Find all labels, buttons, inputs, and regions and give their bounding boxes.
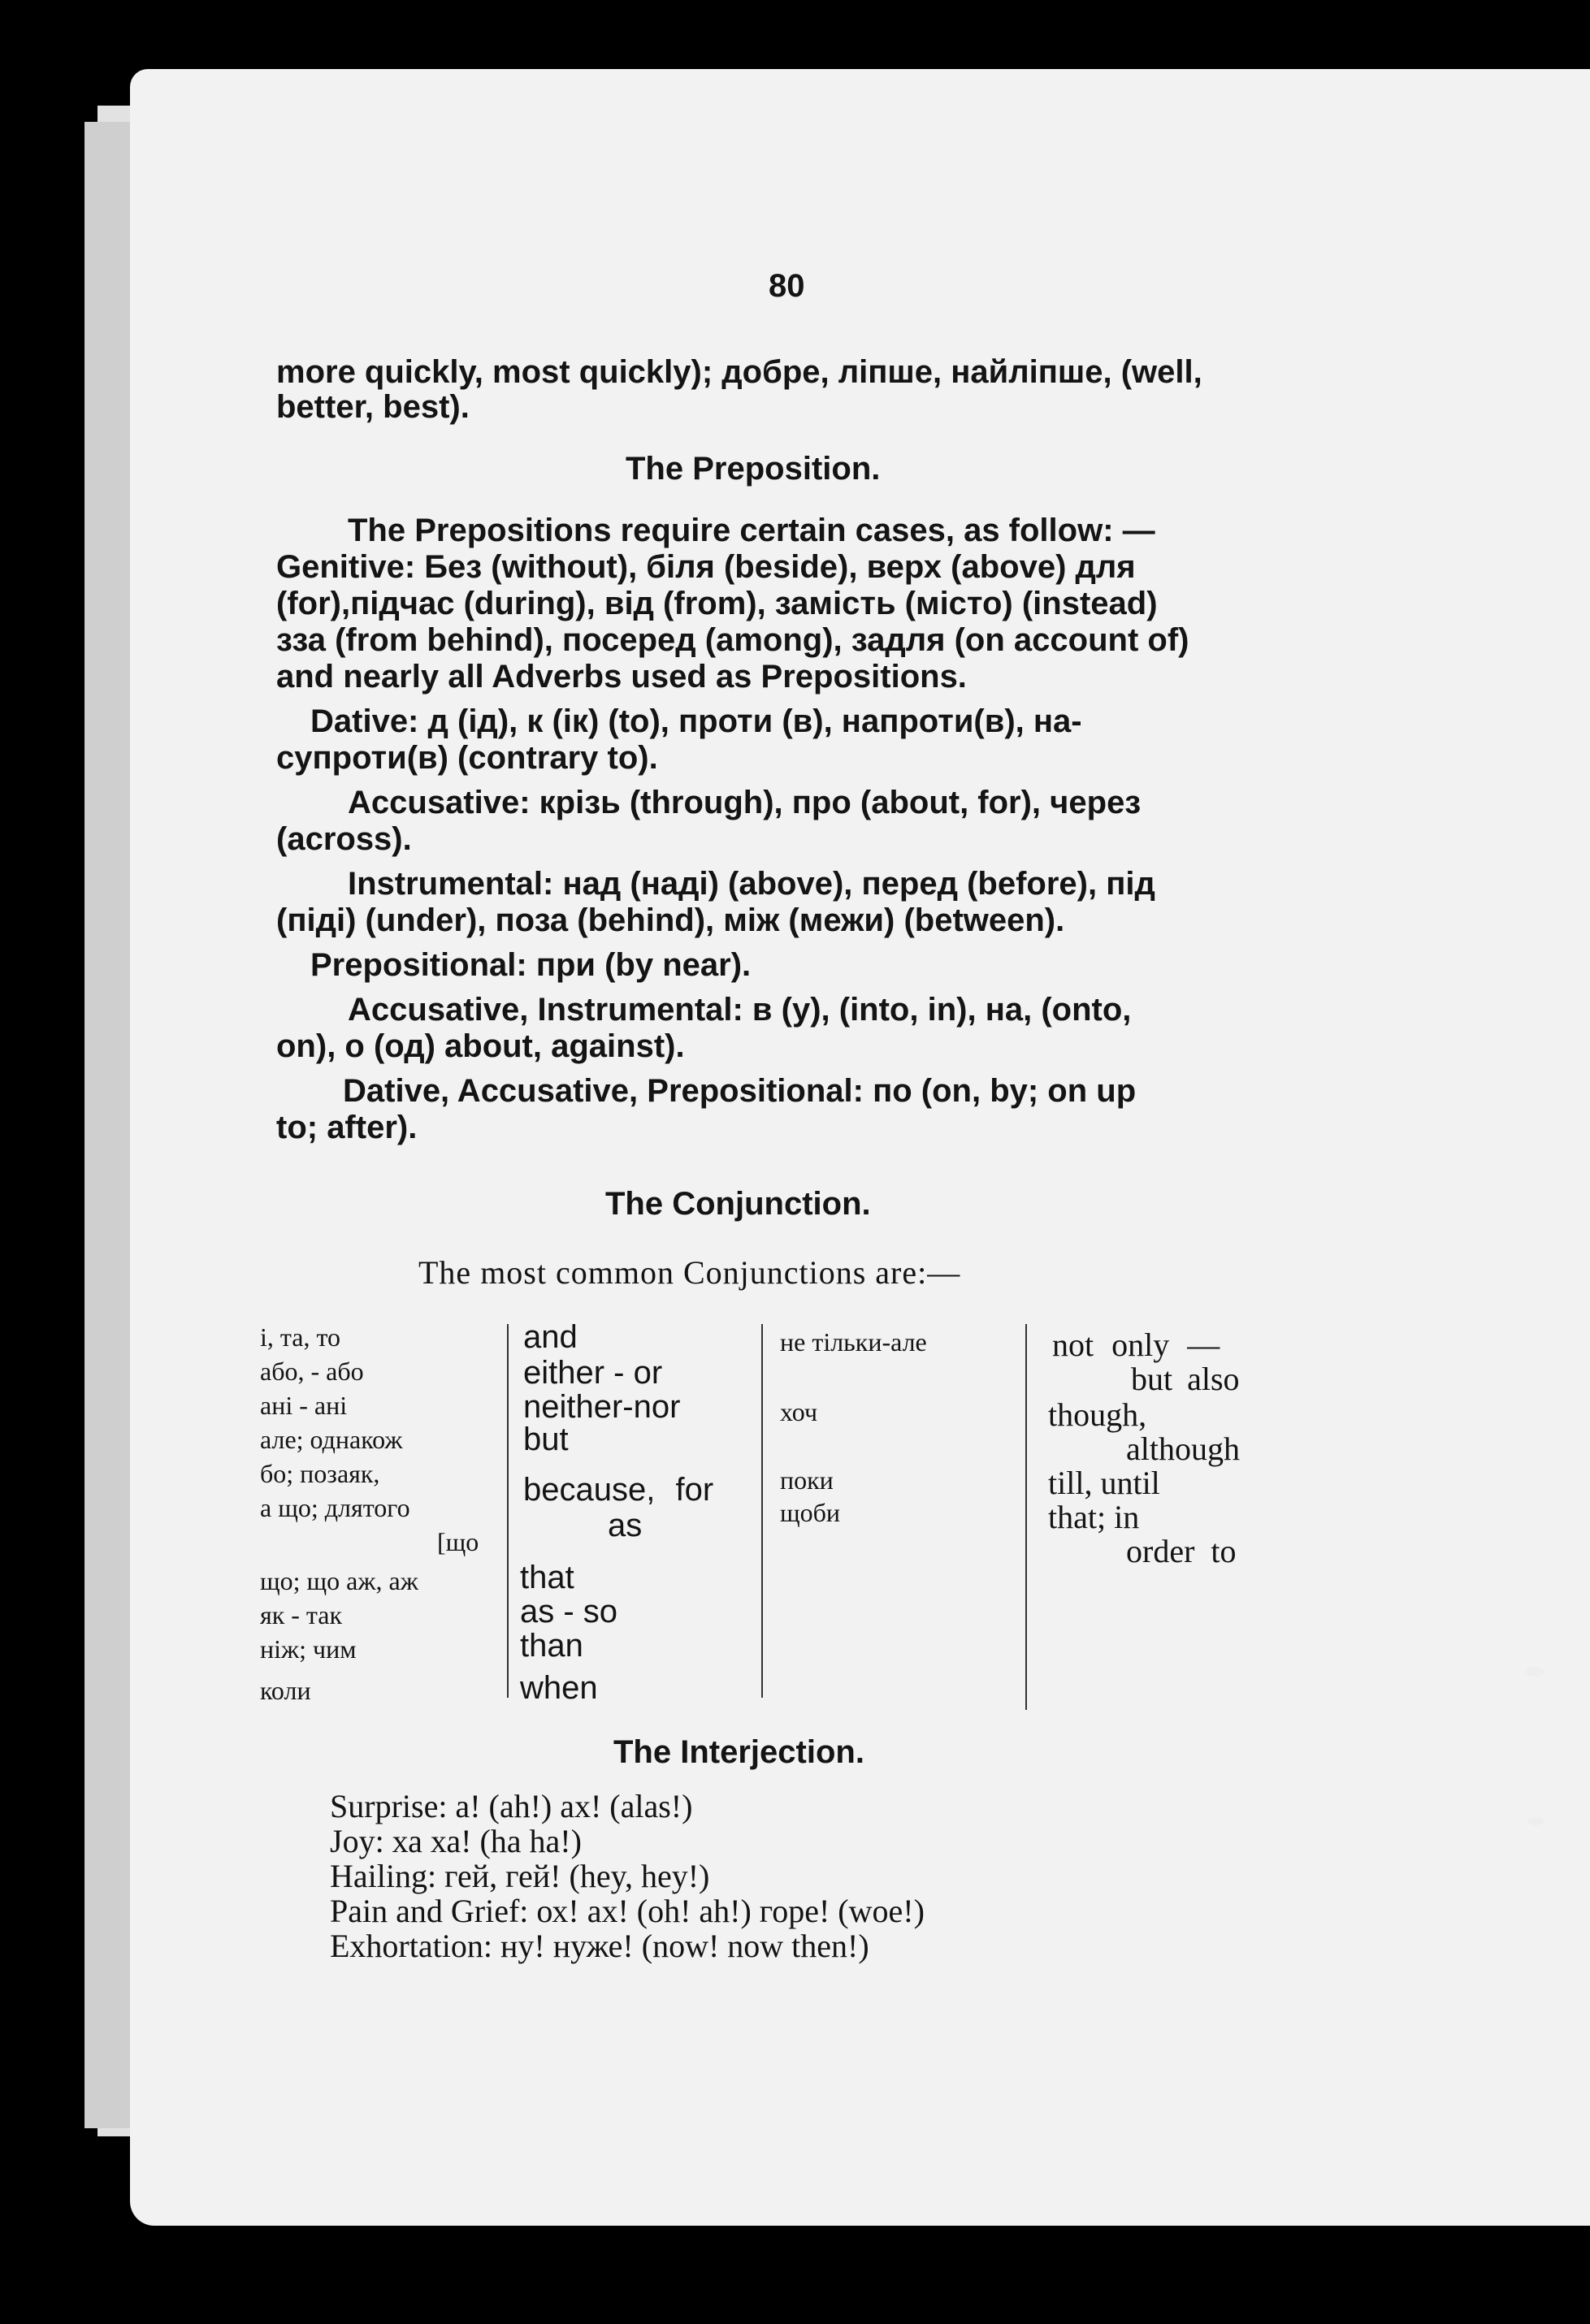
table-cell-en: not only — [1052, 1326, 1220, 1363]
table-cell-ua: а що; длятого [260, 1493, 410, 1522]
table-cell-en: though, [1048, 1396, 1147, 1433]
table-cell-ua: [що [437, 1527, 479, 1556]
interjection-line: Pain and Grief: ох! ах! (oh! ah!) горе! (woe!) [330, 1893, 925, 1929]
preposition-line: and nearly all Adverbs used as Prepositions. [276, 659, 967, 695]
table-cell-ua: ніж; чим [260, 1634, 357, 1664]
preposition-line: (піді) (under), поза (behind), між (межи) (between). [276, 902, 1065, 938]
table-cell-ua: що; що аж, аж [260, 1566, 418, 1595]
preposition-line: супроти(в) (contrary to). [276, 740, 658, 776]
preposition-line: to; after). [276, 1110, 418, 1145]
table-cell-en: order to [1126, 1533, 1237, 1569]
table-divider [507, 1324, 509, 1698]
preposition-line: The Prepositions require certain cases, as follow: — [348, 513, 1155, 548]
interjection-line: Joy: ха ха! (ha ha!) [330, 1823, 582, 1859]
table-cell-en: but also [1131, 1361, 1240, 1397]
table-cell-en: as - so [520, 1594, 618, 1629]
preposition-line: (across). [276, 821, 412, 857]
table-cell-en: when [520, 1670, 598, 1706]
table-cell-ua: поки [780, 1465, 834, 1495]
conjunction-intro: The most common Conjunctions are:— [418, 1254, 961, 1291]
preposition-line: on), о (од) about, against). [276, 1028, 685, 1064]
preposition-line: Dative: д (ід), к (ік) (to), проти (в), напроти(в), на- [310, 703, 1082, 739]
preposition-heading: The Preposition. [626, 451, 881, 487]
book-page [130, 69, 1590, 2226]
preposition-line: Genitive: Без (without), біля (beside), верх (above) для [276, 549, 1136, 585]
table-cell-ua: щоби [780, 1498, 841, 1527]
intro-line-2: better, best). [276, 389, 470, 425]
interjection-heading: The Interjection. [613, 1734, 864, 1770]
table-cell-ua: і, та, то [260, 1322, 341, 1352]
speck [1526, 1667, 1544, 1677]
table-cell-en: that; in [1048, 1499, 1140, 1535]
table-cell-en: than [520, 1628, 583, 1664]
speck [1527, 1817, 1544, 1825]
table-cell-ua: коли [260, 1676, 311, 1705]
preposition-line: Accusative, Instrumental: в (у), (into, in), на, (onto, [348, 992, 1132, 1028]
table-cell-en: but [523, 1422, 569, 1457]
interjection-line: Exhortation: ну! нуже! (now! now then!) [330, 1928, 869, 1964]
table-cell-ua: але; однакож [260, 1425, 403, 1454]
table-divider [1025, 1324, 1027, 1710]
table-divider [761, 1324, 763, 1698]
preposition-line: Prepositional: при (by near). [310, 947, 752, 983]
table-cell-ua: бо; позаяк, [260, 1459, 380, 1488]
table-cell-ua: хоч [780, 1397, 818, 1426]
table-cell-en: as [608, 1508, 643, 1543]
table-cell-en: that [520, 1560, 574, 1595]
table-cell-ua: як - так [260, 1600, 343, 1629]
table-cell-en: till, until [1048, 1465, 1160, 1501]
preposition-line: зза (from behind), посеред (among), задля (on account of) [276, 622, 1189, 658]
interjection-line: Surprise: а! (ah!) ах! (alas!) [330, 1788, 693, 1824]
table-cell-en: either - or [523, 1355, 663, 1391]
conjunction-heading: The Conjunction. [605, 1186, 871, 1222]
table-cell-en: and [523, 1319, 578, 1355]
table-cell-en: neither-nor [523, 1389, 681, 1425]
interjection-line: Hailing: гей, гей! (hey, hey!) [330, 1858, 710, 1894]
table-cell-en: because, for [523, 1472, 714, 1508]
intro-line-1: more quickly, most quickly); добре, ліпше, найліпше, (well, [276, 354, 1202, 390]
table-cell-ua: не тільки-але [780, 1327, 927, 1357]
table-cell-en: although [1126, 1430, 1240, 1467]
preposition-line: Accusative: крізь (through), про (about, for), через [348, 785, 1142, 820]
page-number: 80 [769, 268, 805, 304]
table-cell-ua: ані - ані [260, 1391, 348, 1420]
preposition-line: Instrumental: над (наді) (above), перед (before), під [348, 866, 1155, 902]
preposition-line: Dative, Accusative, Prepositional: по (on, by; on up [343, 1073, 1137, 1109]
preposition-line: (for),підчас (during), від (from), замість (місто) (instead) [276, 586, 1158, 621]
table-cell-ua: або, - або [260, 1357, 364, 1386]
